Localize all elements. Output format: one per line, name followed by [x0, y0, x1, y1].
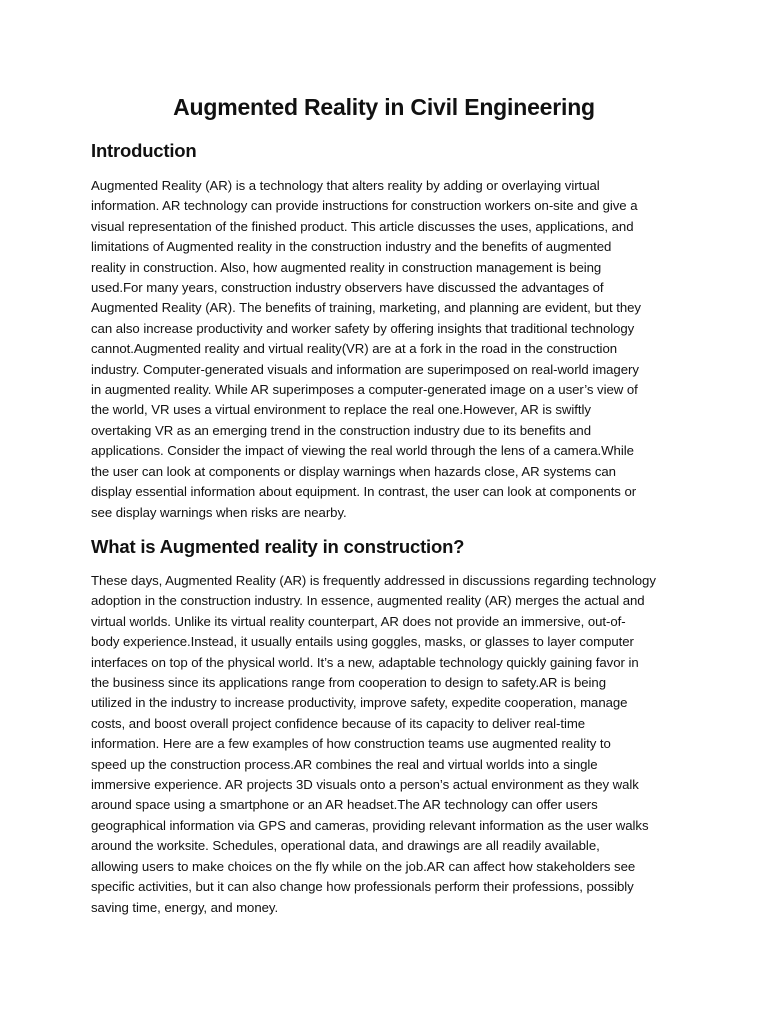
text-line: adoption in the construction industry. In essence, augmented reality (AR) merges the actual and: [91, 593, 645, 609]
text-line: Augmented Reality (AR) is a technology that alters reality by adding or overlaying virtual: [91, 178, 600, 193]
text-line: information. AR technology can provide instructions for construction workers on-site and give a: [91, 198, 638, 214]
text-line: industry. Computer-generated visuals and information are superimposed on real-world imagery: [91, 361, 639, 377]
text-line: reality in construction. Also, how augmented reality in construction management is being: [91, 259, 602, 275]
text-line: cannot.Augmented reality and virtual reality(VR) are at a fork in the road in the construction: [91, 341, 618, 357]
section-heading-what-is-ar: What is Augmented reality in construction?: [91, 536, 465, 557]
text-line: Augmented Reality (AR). The benefits of training, marketing, and planning are evident, but they: [91, 300, 641, 316]
text-line: allowing users to make choices on the fly while on the job.AR can affect how stakeholders see: [91, 858, 636, 874]
text-line: speed up the construction process.AR combines the real and virtual worlds into a single: [91, 756, 598, 772]
text-line: around space using a smartphone or an AR headset.The AR technology can offer users: [91, 797, 598, 813]
text-line: utilized in the industry to increase productivity, improve safety, expedite cooperation, manage: [91, 695, 628, 711]
text-line: body experience.Instead, it usually entails using goggles, masks, or glasses to layer computer: [91, 634, 634, 650]
text-line: in augmented reality. While AR superimposes a computer-generated image on a user’s view of: [91, 382, 638, 398]
text-line: information. Here are a few examples of how construction teams use augmented reality to: [91, 736, 611, 752]
text-line: display essential information about equipment. In contrast, the user can look at components or: [91, 484, 637, 500]
text-line: around the worksite. Schedules, operational data, and drawings are all readily available,: [91, 838, 600, 854]
text-line: used.For many years, construction industry observers have discussed the advantages of: [91, 280, 604, 296]
text-line: These days, Augmented Reality (AR) is frequently addressed in discussions regarding technology: [91, 573, 656, 588]
section-body-what-is-ar: [91, 571, 687, 918]
text-line: applications. Consider the impact of viewing the real world through the lens of a camera.While: [91, 443, 634, 459]
text-line: saving time, energy, and money.: [91, 899, 279, 915]
document-title: Augmented Reality in Civil Engineering: [173, 94, 595, 120]
text-line: see display warnings when risks are nearby.: [91, 504, 347, 520]
text-line: immersive experience. AR projects 3D visuals onto a person’s actual environment as they walk: [91, 777, 639, 793]
text-line: limitations of Augmented reality in the construction industry and the benefits of augmented: [91, 239, 612, 255]
text-line: geographical information via GPS and cameras, providing relevant information as the user walks: [91, 817, 649, 833]
text-line: visual representation of the finished product. This article discusses the uses, applications, and: [91, 218, 634, 234]
text-line: virtual worlds. Unlike its virtual reality counterpart, AR does not provide an immersive, out-of-: [91, 613, 626, 629]
text-line: interfaces on top of the physical world. It’s a new, adaptable technology quickly gaining favor in: [91, 654, 639, 670]
section-body-introduction: [91, 176, 687, 523]
text-line: overtaking VR as an emerging trend in the construction industry due to its benefits and: [91, 422, 591, 438]
text-line: the business since its applications range from cooperation to design to safety.AR is being: [91, 675, 606, 691]
text-line: can also increase productivity and worker safety by offering insights that traditional technology: [91, 320, 635, 336]
section-heading-introduction: Introduction: [91, 140, 197, 161]
text-line: costs, and boost overall project confidence because of its capacity to deliver real-time: [91, 715, 586, 731]
text-line: the world, VR uses a virtual environment to replace the real one.However, AR is swiftly: [91, 402, 591, 418]
text-line: the user can look at components or display warnings when hazards close, AR systems can: [91, 463, 616, 479]
text-line: specific activities, but it can also change how professionals perform their professions, possibly: [91, 879, 634, 895]
